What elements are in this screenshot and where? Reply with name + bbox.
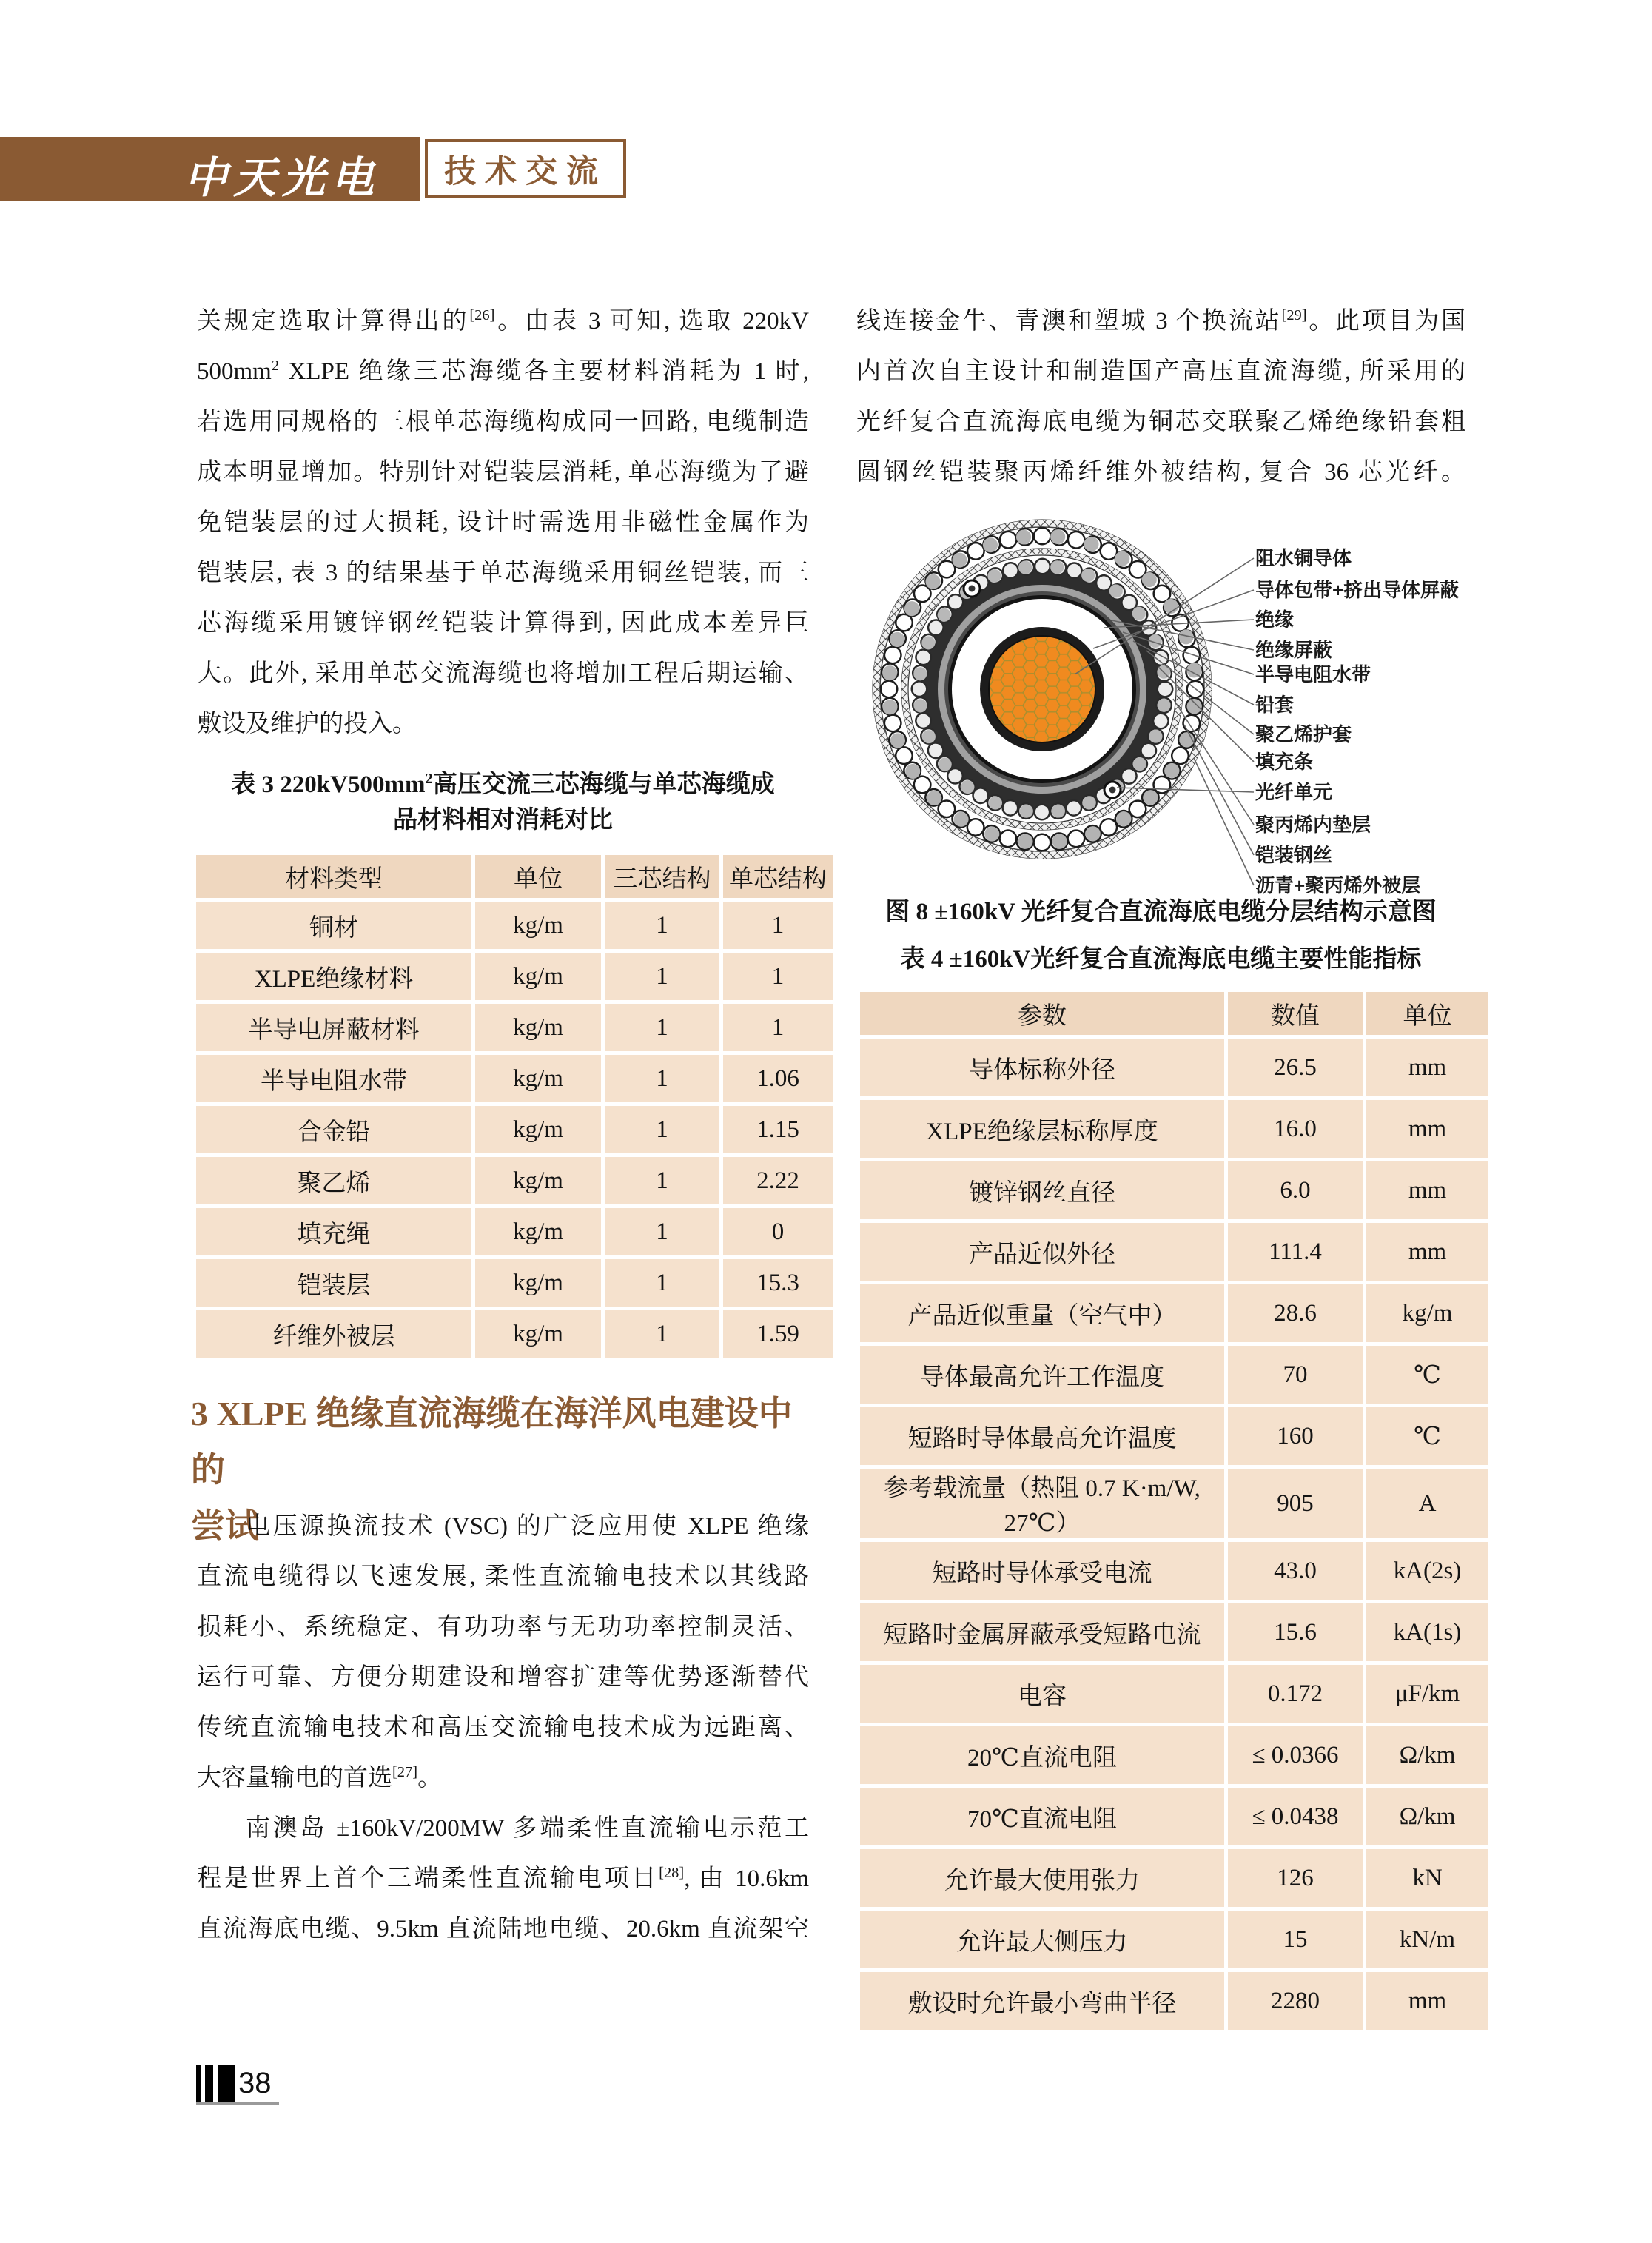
table-cell: mm [1366, 1161, 1488, 1219]
table-cell: 纤维外被层 [196, 1310, 471, 1358]
table-row [860, 1039, 1488, 1096]
table-cell: kg/m [475, 1157, 601, 1204]
table-cell: μF/km [1366, 1665, 1488, 1723]
table-cell: 1 [605, 902, 719, 949]
table-cell: 15.3 [723, 1259, 833, 1307]
table-cell: 2280 [1228, 1972, 1363, 2030]
table-header-cell: 单芯结构 [723, 855, 833, 898]
table-cell: kN/m [1366, 1911, 1488, 1968]
table-row [860, 1911, 1488, 1968]
table-cell: ≤ 0.0438 [1228, 1788, 1363, 1845]
table-cell: kg/m [475, 1259, 601, 1307]
table-cell: 15.6 [1228, 1603, 1363, 1661]
table-row [196, 1157, 833, 1204]
table-cell: 6.0 [1228, 1161, 1363, 1219]
table-row [860, 1972, 1488, 2030]
table-cell: ℃ [1366, 1407, 1488, 1465]
table-row [196, 953, 833, 1000]
table-cell: 允许最大使用张力 [860, 1849, 1224, 1907]
table-cell: 2.22 [723, 1157, 833, 1204]
table-row [196, 1259, 833, 1307]
table-row [860, 1849, 1488, 1907]
body-text-line: 铠装层, 表 3 的结果基于单芯海缆采用铜丝铠装, 而三 [197, 560, 809, 586]
table-cell: kg/m [475, 1310, 601, 1358]
body-text-line: 光纤复合直流海底电缆为铜芯交联聚乙烯绝缘铅套粗 [856, 409, 1465, 435]
table-row [196, 1055, 833, 1102]
body-text-line: 关规定选取计算得出的[26]。由表 3 可知, 选取 220kV [197, 307, 809, 335]
table-row [860, 1223, 1488, 1281]
body-text-line: 敷设及维护的投入。 [197, 711, 417, 737]
table-cell: kg/m [475, 1208, 601, 1255]
table-cell: 导体最高允许工作温度 [860, 1346, 1224, 1404]
table-cell: 导体标称外径 [860, 1039, 1224, 1096]
table-row [860, 1542, 1488, 1600]
table-cell: 15 [1228, 1911, 1363, 1968]
footer-rule [196, 2102, 279, 2105]
table-row [860, 1407, 1488, 1465]
figure-label-5: 半导电阻水带 [1255, 663, 1371, 685]
header-banner [0, 137, 420, 201]
figure-label-3: 绝缘 [1255, 608, 1295, 631]
table-cell: 26.5 [1228, 1039, 1363, 1096]
section-tag: 技术交流 [425, 139, 626, 198]
body-text-line: 大。此外, 采用单芯交流海缆也将增加工程后期运输、 [197, 660, 809, 687]
table-cell: 1 [605, 953, 719, 1000]
table-row [860, 1603, 1488, 1661]
table-cell: Ω/km [1366, 1788, 1488, 1845]
table-row [860, 1469, 1488, 1538]
table-cell: 短路时导体承受电流 [860, 1542, 1224, 1600]
figure-label-11: 铠装钢丝 [1255, 844, 1333, 866]
table-cell: 填充绳 [196, 1208, 471, 1255]
table-row [860, 1346, 1488, 1404]
table-cell: mm [1366, 1972, 1488, 2030]
right-paragraph-1 [856, 296, 1465, 497]
table-cell: XLPE绝缘层标称厚度 [860, 1100, 1224, 1158]
table-cell: 1.06 [723, 1055, 833, 1102]
figure-label-1: 阻水铜导体 [1255, 547, 1352, 569]
table-cell: 铜材 [196, 902, 471, 949]
table-cell: 905 [1228, 1469, 1363, 1538]
table-header-cell: 材料类型 [196, 855, 471, 898]
table-cell: 28.6 [1228, 1284, 1363, 1342]
body-text-line: 线连接金牛、青澳和塑城 3 个换流站[29]。此项目为国 [856, 307, 1465, 335]
body-text-line: 芯海缆采用镀锌钢丝铠装计算得到, 因此成本差异巨 [197, 610, 809, 637]
body-text-line: 传统直流输电技术和高压交流输电技术成为远距离、 [197, 1714, 809, 1741]
table-cell: mm [1366, 1100, 1488, 1158]
table-header-cell: 三芯结构 [605, 855, 719, 898]
table-cell: kg/m [475, 902, 601, 949]
left-paragraph-1 [197, 296, 809, 749]
table-cell: 70 [1228, 1346, 1363, 1404]
table-cell: A [1366, 1469, 1488, 1538]
table-cell: 1 [605, 1106, 719, 1153]
table-cell: 1 [723, 953, 833, 1000]
figure-label-7: 聚乙烯护套 [1255, 723, 1352, 745]
section-heading-line1: 3 XLPE 绝缘直流海缆在海洋风电建设中的 [191, 1395, 793, 1489]
figure-label-8: 填充条 [1255, 751, 1314, 773]
table-row [196, 1004, 833, 1051]
figure-label-12: 沥青+聚丙烯外被层 [1255, 874, 1421, 896]
table-cell: 1 [605, 1004, 719, 1051]
table-row [860, 1161, 1488, 1219]
table-cell: 电容 [860, 1665, 1224, 1723]
table-cell: mm [1366, 1039, 1488, 1096]
table-row [860, 1284, 1488, 1342]
table-row [196, 1208, 833, 1255]
table-cell: 允许最大侧压力 [860, 1911, 1224, 1968]
table-header-row [196, 855, 833, 898]
body-text-line: 程是世界上首个三端柔性直流输电项目[28], 由 10.6km [197, 1865, 809, 1892]
table-row [196, 1310, 833, 1358]
table-cell: 0.172 [1228, 1665, 1363, 1723]
table-cell: 1 [605, 1157, 719, 1204]
table-header-cell: 数值 [1228, 992, 1363, 1035]
table-row [860, 1100, 1488, 1158]
table-cell: 产品近似外径 [860, 1223, 1224, 1281]
table-header-cell: 参数 [860, 992, 1224, 1035]
body-text-line: 电压源换流技术 (VSC) 的广泛应用使 XLPE 绝缘 [246, 1513, 809, 1540]
table-cell: 镀锌钢丝直径 [860, 1161, 1224, 1219]
table-cell: 聚乙烯 [196, 1157, 471, 1204]
table-cell: 43.0 [1228, 1542, 1363, 1600]
footer-bars-icon [196, 2065, 235, 2102]
table-cell: 铠装层 [196, 1259, 471, 1307]
table3-caption-line1: 表 3 $220kV500mm^2$高压交流三芯海缆与单芯海缆成 [231, 771, 775, 798]
left-paragraph-2 [197, 1501, 809, 1954]
table-cell: kA(2s) [1366, 1542, 1488, 1600]
table3-material-consumption [192, 851, 836, 1361]
table4-title: 表 4 ±160kV光纤复合直流海底电缆主要性能指标 [900, 946, 1422, 973]
cable-cross-section-drawing [856, 500, 1596, 904]
table-cell: 敷设时允许最小弯曲半径 [860, 1972, 1224, 2030]
body-text-line: $500mm^2$ XLPE 绝缘三芯海缆各主要材料消耗为 1 时, [197, 358, 809, 385]
table-cell: 0 [723, 1208, 833, 1255]
table-cell: 参考载流量（热阻 0.7 K·m/W, 27℃） [860, 1469, 1224, 1538]
table-cell: 111.4 [1228, 1223, 1363, 1281]
table-cell: 1 [605, 1259, 719, 1307]
table-cell: Ω/km [1366, 1726, 1488, 1784]
table-header-row [860, 992, 1488, 1035]
table-cell: 合金铅 [196, 1106, 471, 1153]
table-cell: 短路时导体最高允许温度 [860, 1407, 1224, 1465]
table-row [196, 902, 833, 949]
table-row [860, 1726, 1488, 1784]
table-header-cell: 单位 [1366, 992, 1488, 1035]
table-cell: kN [1366, 1849, 1488, 1907]
figure-label-9: 光纤单元 [1255, 781, 1333, 803]
table-row [860, 1665, 1488, 1723]
table-cell: 产品近似重量（空气中） [860, 1284, 1224, 1342]
body-text-line: 圆钢丝铠装聚丙烯纤维外被结构, 复合 36 芯光纤。 [856, 459, 1465, 486]
table-cell: 半导电屏蔽材料 [196, 1004, 471, 1051]
table-cell: 1 [605, 1310, 719, 1358]
table-cell: 1 [605, 1055, 719, 1102]
table-cell: 1 [605, 1208, 719, 1255]
body-text-line: 成本明显增加。特别针对铠装层消耗, 单芯海缆为了避 [197, 459, 809, 486]
body-text-line: 若选用同规格的三根单芯海缆构成同一回路, 电缆制造 [197, 409, 809, 435]
body-text-line: 损耗小、系统稳定、有功功率与无功功率控制灵活、 [197, 1614, 809, 1640]
body-text-line: 免铠装层的过大损耗, 设计时需选用非磁性金属作为 [197, 509, 809, 536]
body-text-line: 直流电缆得以飞速发展, 柔性直流输电技术以其线路 [197, 1563, 809, 1590]
figure8-cable-diagram [856, 500, 1596, 915]
body-text-line: 大容量输电的首选[27]。 [197, 1764, 443, 1791]
table-cell: mm [1366, 1223, 1488, 1281]
body-text-line: 直流海底电缆、9.5km 直流陆地电缆、20.6km 直流架空 [197, 1916, 809, 1942]
body-text-line: 内首次自主设计和制造国产高压直流海缆, 所采用的 [856, 358, 1465, 385]
section-heading-line2: 尝试 [191, 1507, 259, 1545]
table-cell: XLPE绝缘材料 [196, 953, 471, 1000]
body-text-line: 运行可靠、方便分期建设和增容扩建等优势逐渐替代 [197, 1664, 809, 1691]
table-cell: kg/m [475, 1106, 601, 1153]
table-cell: 短路时金属屏蔽承受短路电流 [860, 1603, 1224, 1661]
table-cell: ≤ 0.0366 [1228, 1726, 1363, 1784]
table-cell: kg/m [475, 1055, 601, 1102]
figure-label-2: 导体包带+挤出导体屏蔽 [1255, 579, 1460, 601]
table3-caption [197, 767, 809, 838]
table-cell: 126 [1228, 1849, 1363, 1907]
body-text-line: 南澳岛 ±160kV/200MW 多端柔性直流输电示范工 [246, 1815, 809, 1842]
table-cell: kg/m [475, 953, 601, 1000]
table-cell: 70℃直流电阻 [860, 1788, 1224, 1845]
table-cell: 16.0 [1228, 1100, 1363, 1158]
table-cell: 1 [723, 902, 833, 949]
table-cell: 20℃直流电阻 [860, 1726, 1224, 1784]
table-cell: 1 [723, 1004, 833, 1051]
table-cell: kg/m [475, 1004, 601, 1051]
brand-logo: 中天光电 [184, 152, 380, 203]
table-cell: ℃ [1366, 1346, 1488, 1404]
table-cell: 1.59 [723, 1310, 833, 1358]
figure8-caption: 图 8 ±160kV 光纤复合直流海底电缆分层结构示意图 [885, 899, 1437, 925]
table-row [860, 1788, 1488, 1845]
table4-performance-indicators [856, 988, 1492, 2034]
table3-caption-line2: 品材料相对消耗对比 [393, 807, 613, 834]
figure-label-6: 铅套 [1255, 694, 1295, 716]
table-cell: 半导电阻水带 [196, 1055, 471, 1102]
table-cell: 160 [1228, 1407, 1363, 1465]
table-cell: 1.15 [723, 1106, 833, 1153]
table-row [196, 1106, 833, 1153]
figure-label-10: 聚丙烯内垫层 [1255, 814, 1371, 836]
figure-label-4: 绝缘屏蔽 [1255, 639, 1333, 661]
table-cell: kA(1s) [1366, 1603, 1488, 1661]
page-number: 38 [238, 2067, 272, 2099]
table-header-cell: 单位 [475, 855, 601, 898]
table-cell: kg/m [1366, 1284, 1488, 1342]
